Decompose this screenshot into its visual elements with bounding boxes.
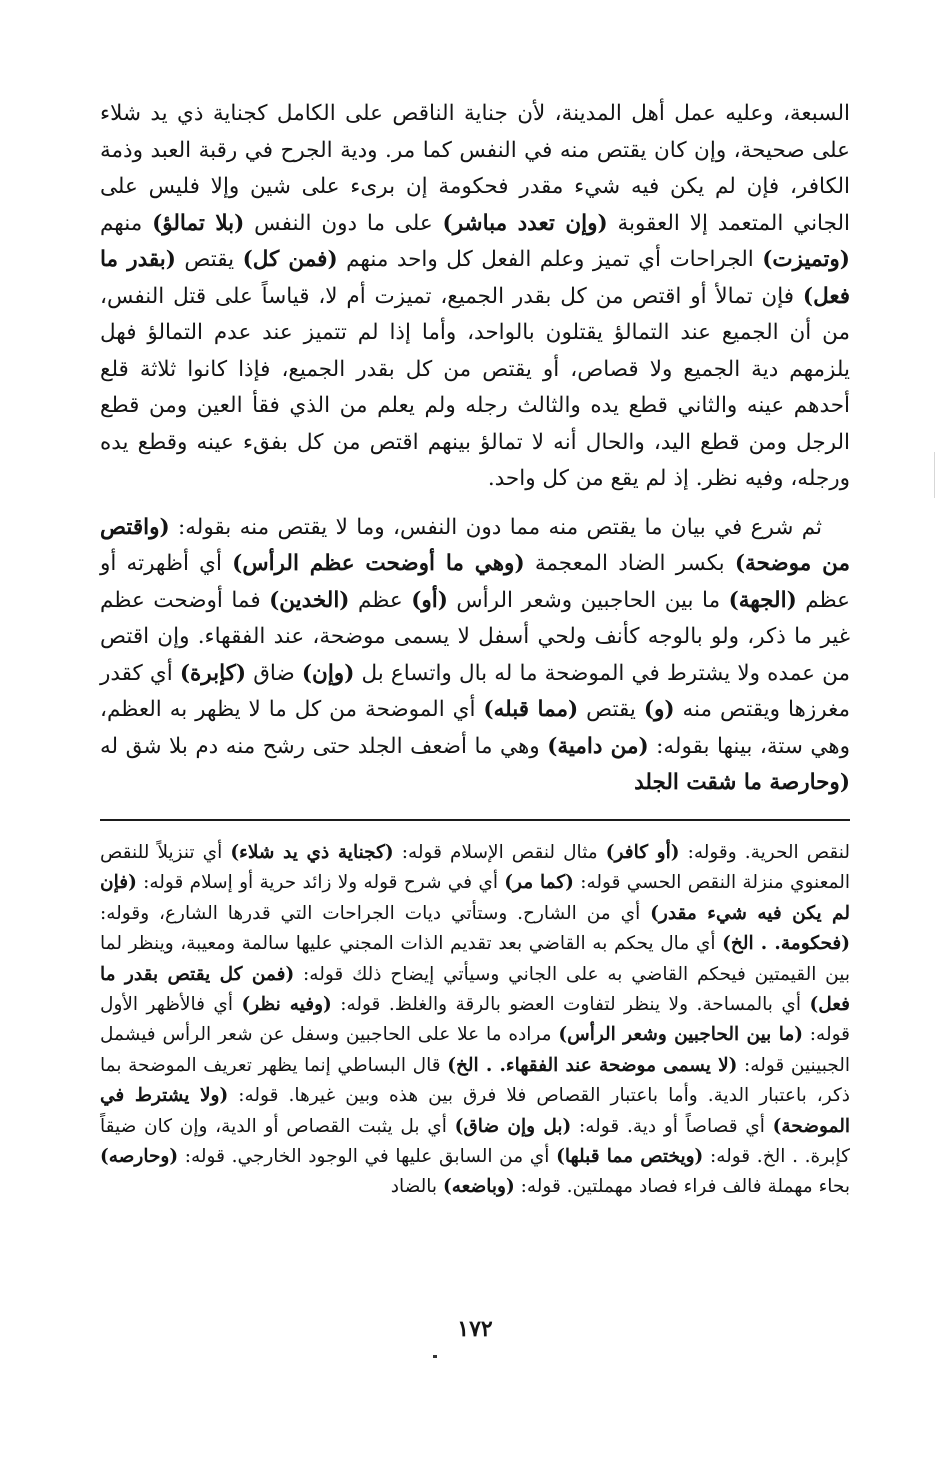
text-run: فإن تمالأ أو اقتص من كل بقدر الجميع، تميزت أم لا، قياساً على قتل النفس، من أن الجميع عند التمالؤ يقتلون بالواحد، وأما إذا لم تتميز عند عدم التمالؤ فهل يلزمهم دية الجميع ولا قصاص، أو يقتص من كل بقدر الجميع، فإذا كانوا ثلاثة قلع أحدهم عينه والثاني قطع يده والثالث رجله ولم يعلم من الذي فقأ العين ومن قطع الرجل ومن قطع اليد، والحال أنه لا تمالؤ بينهم اقتص من كل بفقء عينه وقطع يده ورجله، وفيه نظر. إذ لم يقع من كل واحد. xyxy=(100,283,850,491)
main-paragraph xyxy=(100,510,850,802)
bold-term: (فمن كل يقتص بقدر ما فعل) xyxy=(100,963,850,1016)
bold-term: (وإن) xyxy=(301,660,355,686)
text-run: يقتص xyxy=(578,697,644,722)
bold-term: (واقتص من موضحة) xyxy=(100,514,851,576)
bold-term: (بل وإن ضاق) xyxy=(454,1115,572,1137)
bold-term: (وفيه نظر) xyxy=(241,994,332,1016)
bold-term: (بلا تمالؤ) xyxy=(152,210,245,236)
bold-term: (من دامية) xyxy=(547,733,649,759)
bold-term: (كجناية ذي يد شلاء) xyxy=(230,842,394,863)
text-run: أي قصاصاً أو دية. قوله: xyxy=(571,1115,773,1137)
bold-term: (و) xyxy=(643,697,675,722)
text-run: أي كقدر مغرزها ويقتص منه xyxy=(100,660,850,722)
bold-term: (ما بين الحاجبين وشعر الرأس) xyxy=(558,1024,803,1046)
text-run: أي أظهرته أو عظم xyxy=(100,551,851,613)
bold-term: (كإبرة) xyxy=(179,660,247,686)
text-run: بكسر الضاد المعجمة xyxy=(524,551,735,576)
text-run: أي فالأظهر الأول قوله: xyxy=(100,994,850,1046)
bold-term: (وتميزت) xyxy=(762,247,850,272)
bold-term: (بقدر ما فعل) xyxy=(100,247,850,309)
page-edge-mark xyxy=(934,452,935,498)
bold-term: (ولا يشترط في الموضحة) xyxy=(100,1085,850,1137)
text-run: أي في شرح قوله ولا زائد حرية أو إسلام قوله: xyxy=(136,872,505,894)
text-run: وهي ما أضعف الجلد حتى رشح منه دم بلا شق له xyxy=(100,733,548,759)
main-paragraph xyxy=(100,96,850,498)
text-run: ما بين الحاجبين وشعر الرأس xyxy=(447,587,729,613)
bold-term: (لا يسمى موضحة عند الفقهاء. . الخ) xyxy=(447,1054,738,1076)
footnote-divider xyxy=(100,819,850,821)
bold-term: (كما مر) xyxy=(504,872,574,894)
text-run: بالضاد xyxy=(390,1176,443,1198)
bold-term: (وحارصه) xyxy=(100,1146,179,1168)
bold-term: (ويختص مما قبلها) xyxy=(556,1146,704,1168)
bold-term: (أو) xyxy=(411,587,448,613)
bold-term: (الخدين) xyxy=(269,587,350,613)
text-run: أي تنزيلاً للنقص المعنوي منزلة النقص الحسي قوله: xyxy=(100,842,850,894)
page-number: ١٧٢ xyxy=(457,1316,493,1342)
text-run: فما أوضحت عظم غير ما ذكر، ولو بالوجه كأنف ولحي أسفل لا يسمى موضحة، عند الفقهاء. وإن اقتص من عمده ولا يشترط في الموضحة ما له بال واتساع بل xyxy=(100,587,850,686)
text-run: على ما دون النفس xyxy=(244,210,443,236)
text-run: قال البساطي إنما يظهر تعريف الموضحة بما ذكر، باعتبار الدية. وأما باعتبار القصاص فلا فرق بين هذه وبين غيرها. قوله: xyxy=(100,1054,850,1107)
text-run: عظم xyxy=(349,587,412,613)
bold-term: (وإن تعدد مباشر) xyxy=(442,210,608,236)
bold-term: (وحارصة ما شقت الجلد xyxy=(634,770,850,795)
text-run: ضاق xyxy=(246,660,302,686)
text-run: أي من الشارح. وستأتي ديات الجراحات التي قدرها الشارع، وقوله: xyxy=(100,902,651,924)
text-run: أي بل يثبت القصاص أو الدية، وإن كان ضيقاً كإبرة. . الخ. قوله: xyxy=(100,1115,850,1168)
text-run: أي الموضحة من كل ما لا يظهر به العظم، وهي ستة، بينها بقوله: xyxy=(100,697,851,759)
text-run: يقتص xyxy=(175,247,243,272)
text-run: منهم xyxy=(100,210,153,236)
main-text xyxy=(100,96,850,802)
bold-term: (فمن كل) xyxy=(242,247,338,272)
text-run: لنقص الحرية. وقوله: xyxy=(679,842,850,863)
text-run: أي بالمساحة. ولا ينظر لتفاوت العضو بالرقة والغلظ. قوله: xyxy=(331,994,810,1016)
bold-term: (فإن لم يكن فيه شيء مقدر) xyxy=(100,872,851,924)
text-run: أي من السابق عليها في الوجود الخارجي. قوله: xyxy=(178,1146,557,1168)
bold-term: (وباضعه) xyxy=(442,1176,515,1198)
bold-term: (مما قبله) xyxy=(483,697,579,722)
text-run: مثال لنقص الإسلام قوله: xyxy=(393,842,606,863)
bold-term: (أو كافر) xyxy=(605,842,680,863)
bold-term: (الجهة) xyxy=(728,587,797,613)
text-run: بحاء مهملة فالف فراء فصاد مهملتين. قوله: xyxy=(514,1176,850,1198)
bold-term: (فحكومة. . الخ) xyxy=(722,933,851,955)
text-run: أي مال يحكم به القاضي بعد تقديم الذات المجني عليها سالمة ومعيبة، وينظر لما بين القيمتين فيحكم القاضي به على الجاني وسيأتي إيضاح ذلك قوله: xyxy=(100,933,850,985)
footnotes xyxy=(100,838,850,1203)
text-run: الجراحات أي تميز وعلم الفعل كل واحد منهم xyxy=(337,247,763,272)
text-run: السبعة، وعليه عمل أهل المدينة، لأن جناية الناقص على الكامل كجناية ذي يد شلاء على صحيحة، وإن كان يقتص منه في النفس كما مر. ودية الجرح في رقبة العبد وذمة الكافر، فإن لم يكن فيه شيء مقدر فحكومة إن برىء على شين وإلا فليس على الجاني المتعمد إلا العقوبة xyxy=(100,101,851,236)
text-run: ثم شرع في بيان ما يقتص منه مما دون النفس، وما لا يقتص منه بقوله: xyxy=(169,514,822,540)
print-speck xyxy=(433,1355,437,1358)
text-run: مراده ما علا على الحاجبين وسفل عن شعر الرأس فيشمل الجبينين قوله: xyxy=(100,1024,850,1076)
bold-term: (وهي ما أوضحت عظم الرأس) xyxy=(232,551,525,576)
